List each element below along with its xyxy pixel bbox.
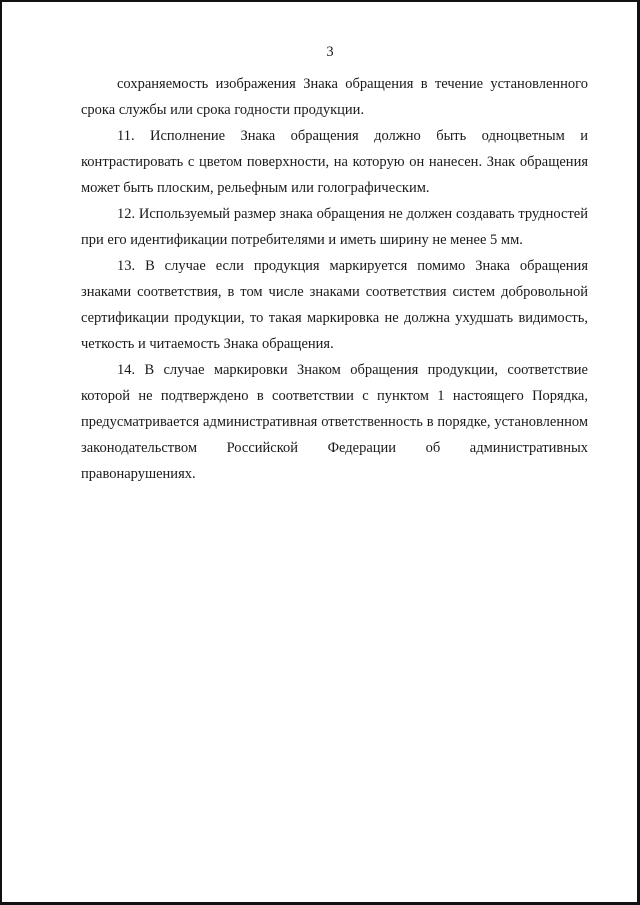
page-number: 3: [326, 44, 334, 60]
paragraph-12: 12. Используемый размер знака обращения не должен создавать трудностей при его идентификации потребителями и иметь ширину не менее 5 мм.: [81, 206, 588, 248]
paragraph-continuation: сохраняемость изображения Знака обращения в течение установленного срока службы или срока годности продукции.: [81, 76, 588, 118]
paragraph-13: 13. В случае если продукция маркируется помимо Знака обращения знаками соответствия, в том числе знаками соответствия систем добровольной сертификации продукции, то такая маркировка не должна ухудшать видимость, четкость и читаемость Знака обращения.: [81, 258, 588, 352]
document-body: [81, 71, 588, 487]
paragraph-14: 14. В случае маркировки Знаком обращения продукции, соответствие которой не подтверждено в соответствии с пунктом 1 настоящего Порядка, предусматривается административная ответственность в порядке, установленном законодательством Российской Федерации об административных правонарушениях.: [81, 362, 588, 482]
paragraph-11: 11. Исполнение Знака обращения должно быть одноцветным и контрастировать с цветом поверхности, на которую он нанесен. Знак обращения может быть плоским, рельефным или голографическим.: [81, 128, 588, 196]
